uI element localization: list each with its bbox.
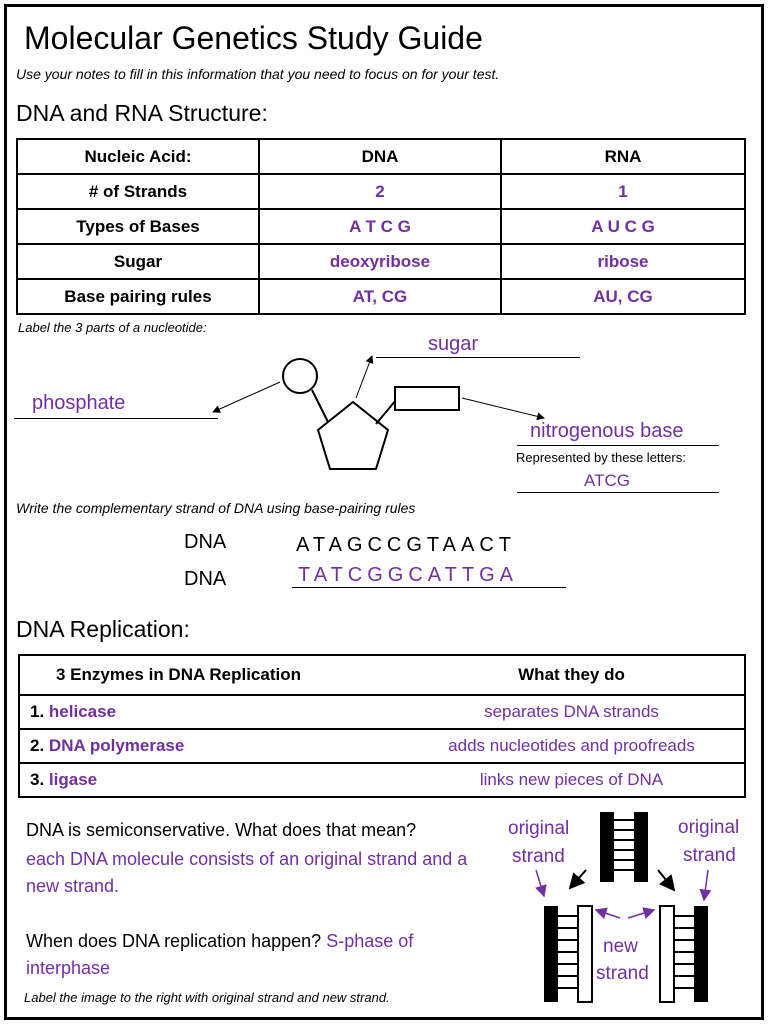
- label-original-right-1: original: [678, 817, 740, 838]
- base-letters: ATCG: [584, 471, 630, 490]
- table-cell: What they do: [399, 655, 745, 695]
- base-shape: [395, 387, 459, 410]
- page-subtitle: Use your notes to fill in this information that you need to focus on for your test.: [16, 66, 500, 82]
- dna-strand-top: ATAGCCGTAACT: [296, 534, 516, 556]
- table-cell: 2. DNA polymerase: [19, 729, 399, 763]
- base-label: nitrogenous base: [530, 420, 684, 442]
- label-new-2: strand: [596, 963, 649, 984]
- dna-label-bottom: DNA: [184, 568, 227, 590]
- complementary-instruction: Write the complementary strand of DNA using base-pairing rules: [16, 500, 416, 516]
- table-cell: 3. ligase: [19, 763, 399, 797]
- table-cell: deoxyribose: [259, 244, 501, 279]
- table-row: [17, 209, 745, 244]
- answer-semiconservative: each DNA molecule consists of an original strand and a new strand.: [26, 849, 468, 896]
- table-cell: Nucleic Acid:: [17, 139, 259, 174]
- table-header-row: [17, 139, 745, 174]
- represented-by-text: Represented by these letters:: [516, 450, 686, 465]
- table-cell: 1. helicase: [19, 695, 399, 729]
- enzyme-name: helicase: [48, 702, 117, 721]
- enzyme-function: links new pieces of DNA: [399, 763, 745, 797]
- structure-heading: DNA and RNA Structure:: [16, 100, 268, 126]
- table-cell: AU, CG: [501, 279, 745, 314]
- table-cell: # of Strands: [17, 174, 259, 209]
- dna-strand-bottom: TATCGGCATTGA: [298, 564, 518, 586]
- enzyme-function: adds nucleotides and proofreads: [399, 729, 745, 763]
- enzyme-function: separates DNA strands: [399, 695, 745, 729]
- table-row: [19, 763, 745, 797]
- label-new-1: new: [603, 936, 638, 957]
- sugar-shape: [318, 402, 388, 469]
- label-original-left-1: original: [508, 818, 570, 839]
- table-cell: ribose: [501, 244, 745, 279]
- enzyme-name: ligase: [48, 770, 98, 789]
- enzyme-name: DNA polymerase: [48, 736, 185, 755]
- table-header-row: [19, 655, 745, 695]
- table-cell: Types of Bases: [17, 209, 259, 244]
- table-cell: 3 Enzymes in DNA Replication: [19, 655, 399, 695]
- enzyme-table: [18, 654, 746, 798]
- label-original-right-2: strand: [683, 845, 736, 866]
- page-title: Molecular Genetics Study Guide: [24, 20, 483, 56]
- replication-heading: DNA Replication:: [16, 616, 190, 642]
- phosphate-label: phosphate: [32, 392, 126, 414]
- figure-instruction: Label the image to the right with original strand and new strand.: [24, 990, 390, 1005]
- sugar-label: sugar: [428, 333, 479, 355]
- table-cell: DNA: [259, 139, 501, 174]
- table-cell: 1: [501, 174, 745, 209]
- nucleotide-diagram: [0, 330, 768, 500]
- structure-table: [16, 138, 746, 315]
- table-row: [17, 244, 745, 279]
- table-cell: 2: [259, 174, 501, 209]
- table-cell: Base pairing rules: [17, 279, 259, 314]
- label-original-left-2: strand: [512, 846, 565, 867]
- table-row: [19, 695, 745, 729]
- table-cell: A U C G: [501, 209, 745, 244]
- table-cell: AT, CG: [259, 279, 501, 314]
- question-when: When does DNA replication happen? S-phase of interphase: [26, 931, 414, 978]
- table-cell: A T C G: [259, 209, 501, 244]
- question-semiconservative: DNA is semiconservative. What does that mean?: [26, 820, 417, 840]
- table-cell: RNA: [501, 139, 745, 174]
- dna-label-top: DNA: [184, 531, 227, 553]
- nucleotide-instruction: Label the 3 parts of a nucleotide:: [18, 320, 207, 335]
- phosphate-shape: [283, 359, 317, 393]
- table-row: [17, 279, 745, 314]
- table-cell: Sugar: [17, 244, 259, 279]
- table-row: [19, 729, 745, 763]
- table-row: [17, 174, 745, 209]
